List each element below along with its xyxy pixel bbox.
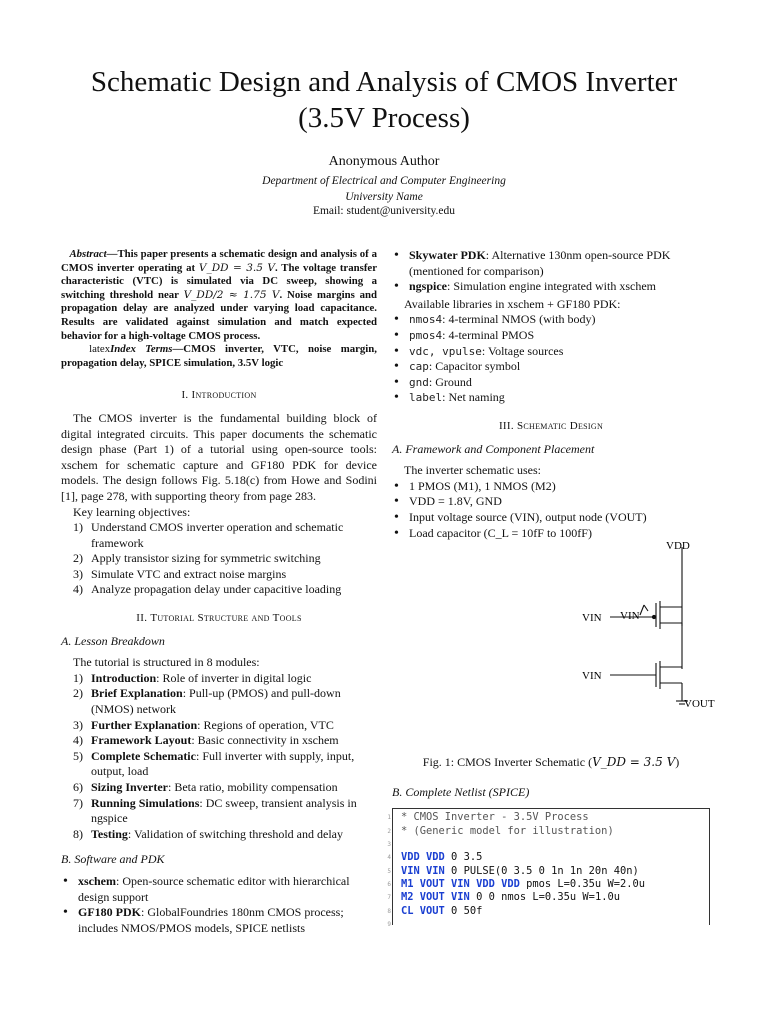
affiliation [0, 173, 768, 205]
list-item [392, 390, 710, 406]
subsection-software-pdk: B. Software and PDK [61, 852, 165, 867]
list-item [392, 279, 710, 295]
code-text: 0 PULSE(0 3.5 0 1n 1n 20n 40n) [444, 864, 639, 877]
modules-intro: The tutorial is structured in 8 modules: [73, 655, 260, 670]
item-text: : Beta ratio, mobility compensation [168, 780, 338, 794]
vin-label-gate: VIN [620, 610, 640, 623]
item-text: : Capacitor symbol [428, 359, 521, 374]
section-title: Introduction [191, 389, 257, 402]
code-text: pmos L=0.35u W=2.0u [519, 877, 645, 890]
list-item [61, 796, 377, 827]
item-bold: Testing [91, 826, 128, 841]
line-number: 3 [387, 841, 391, 849]
abstract-label: Abstract [69, 248, 107, 260]
list-item: • Input voltage source (VIN), output node (VOUT) [392, 510, 710, 526]
item-number: 6) [73, 780, 83, 794]
list-item [61, 749, 377, 780]
vout-label: VOUT [684, 698, 715, 711]
item-text: : Full inverter with supply, input, output, load [91, 748, 355, 779]
item-number: 4) [73, 582, 83, 597]
item-text: : Simulation engine integrated with xschem [447, 279, 656, 294]
code-text: 0 50f [444, 904, 483, 917]
list-item [61, 718, 377, 734]
section-heading-schematic-design [392, 419, 710, 435]
inverter-schematic-diagram [392, 531, 715, 731]
modules-list [61, 671, 377, 843]
item-bold: Framework Layout [91, 733, 192, 748]
line-number: 8 [387, 907, 391, 915]
section-title: Tutorial Structure and Tools [150, 612, 302, 625]
item-text: : Basic connectivity in xschem [191, 733, 339, 748]
objectives-intro: Key learning objectives: [73, 504, 191, 519]
list-item [392, 248, 710, 279]
vdd-label: VDD [666, 540, 690, 553]
list-item [61, 733, 377, 749]
abstract-text-3: . Noise margins and propagation delay are analyzed under varying load capacitance. Results are validated against simulation and match expected behavior for a high-voltage CMOS process. [61, 288, 377, 342]
item-text: : 4-terminal PMOS [442, 327, 535, 342]
item-number: 2) [73, 686, 83, 701]
list-item [61, 582, 377, 598]
item-text: Apply transistor sizing for symmetric switching [91, 551, 321, 566]
code-keyword: M2 VOUT VIN [401, 891, 470, 904]
item-code: pmos4 [409, 328, 443, 342]
section-heading-introduction [61, 388, 377, 404]
section-number: III. [498, 419, 514, 432]
item-text: : Validation of switching threshold and delay [127, 826, 343, 841]
item-text: : Alternative 130nm open-source PDK (mentioned for comparison) [409, 248, 671, 278]
intro-paragraph: The CMOS inverter is the fundamental building block of digital integrated circuits. This paper documents the schematic design phase (Part 1) of a tutorial using open-source tools: xschem for schematic capture and GF180 PDK for device models. The design follows Fig. 5.18(c) from Howe and Sodini [1], page 278, with supporting theory from page 283. [61, 410, 377, 503]
list-item [61, 905, 377, 936]
list-item [61, 520, 377, 551]
line-number: 2 [387, 827, 391, 835]
code-keyword: CL VOUT [401, 904, 445, 917]
list-item [61, 686, 377, 717]
right-column [387, 248, 715, 929]
item-number: 4) [73, 733, 83, 748]
code-line [387, 918, 703, 931]
list-item [61, 671, 377, 687]
list-item [61, 551, 377, 567]
section-number: I. [181, 389, 189, 402]
item-text: : Role of inverter in digital logic [156, 670, 312, 685]
list-item: • Load capacitor (C_L = 10fF to 100fF) [392, 526, 710, 542]
item-code: nmos4 [409, 313, 443, 327]
title-line-1: Schematic Design and Analysis of CMOS Inverter [90, 66, 678, 98]
index-terms-text: —CMOS inverter, VTC, noise margin, propagation delay, SPICE simulation, 3.5V logic [61, 343, 377, 369]
item-bold: Running Simulations [91, 795, 200, 810]
item-text: : 4-terminal NMOS (with body) [442, 312, 596, 327]
left-column [61, 248, 377, 936]
author-name: Anonymous Author [328, 154, 440, 169]
subsection-netlist: B. Complete Netlist (SPICE) [392, 784, 530, 799]
item-bold: GF180 PDK [78, 905, 141, 920]
affiliation-department: Department of Electrical and Computer Engineering [262, 175, 506, 187]
list-item [61, 874, 377, 905]
subsection-framework: A. Framework and Component Placement [392, 441, 595, 456]
item-bold: xschem [78, 873, 116, 888]
line-number: 6 [387, 880, 391, 888]
item-bold: Introduction [91, 670, 157, 685]
item-text: Simulate VTC and extract noise margins [91, 566, 287, 581]
author-email: Email: student@university.edu [312, 205, 456, 217]
line-number: 7 [387, 894, 391, 902]
item-text: : DC sweep, transient analysis in ngspice [91, 795, 357, 826]
abstract-math-1: V_DD = 3.5 V [198, 261, 275, 274]
index-terms-label: Index Terms [110, 343, 173, 356]
libs-intro: Available libraries in xschem + GF180 PDK: [404, 296, 621, 311]
subsection-lesson-breakdown: A. Lesson Breakdown [61, 633, 165, 648]
vin-label-bottom: VIN [582, 670, 602, 683]
list-item: • 1 PMOS (M1), 1 NMOS (M2) [392, 479, 710, 495]
libs-list [392, 312, 710, 406]
abstract-text-1: —This paper presents a schematic design and analysis of a CMOS inverter operating at [61, 248, 377, 274]
objectives-list [61, 520, 377, 598]
list-item [392, 375, 710, 391]
abstract [61, 248, 377, 370]
tools-list-continued [392, 248, 710, 295]
list-item [392, 312, 710, 328]
line-number: 5 [387, 867, 391, 875]
line-number: 1 [387, 814, 391, 822]
code-line [387, 877, 703, 891]
code-line [387, 838, 703, 851]
index-prefix: latex [89, 343, 111, 356]
code-keyword: VDD VDD [401, 851, 445, 864]
code-line [387, 811, 703, 824]
abstract-text-2: . The voltage transfer characteristic (VTC) is simulated via DC sweep, showing a switching threshold near [61, 261, 377, 301]
item-number: 7) [73, 795, 83, 810]
index-terms [61, 343, 377, 370]
code-line [387, 891, 703, 904]
section-number: II. [136, 612, 148, 625]
item-bold: Complete Schematic [91, 748, 196, 763]
code-keyword: M1 VOUT VIN VDD VDD [401, 877, 520, 890]
inverter-schematic-figure [392, 540, 715, 751]
item-number: 3) [73, 566, 83, 581]
item-text: : Open-source schematic editor with hierarchical design support [78, 873, 350, 904]
item-text: : Ground [428, 374, 472, 389]
code-text: 0 0 nmos L=0.35u W=1.0u [469, 891, 620, 904]
item-text: : Net naming [442, 390, 505, 405]
item-number: 1) [73, 670, 83, 685]
code-line [387, 851, 703, 864]
item-number: 3) [73, 717, 83, 732]
list-item: • VDD = 1.8V, GND [392, 494, 710, 510]
list-item [61, 780, 377, 796]
code-line [387, 864, 703, 878]
netlist-code-block [387, 808, 710, 929]
abstract-math-2: V_DD/2 ≈ 1.75 V [183, 288, 280, 301]
item-text: : Pull-up (PMOS) and pull-down (NMOS) network [91, 686, 341, 717]
item-text: : Regions of operation, VTC [197, 717, 334, 732]
item-bold: Further Explanation [91, 717, 198, 732]
list-item [392, 359, 710, 375]
item-code: cap [409, 360, 429, 374]
title-line-2: (3.5V Process) [298, 102, 470, 134]
code-line [387, 904, 703, 918]
item-text: : Voltage sources [481, 343, 564, 358]
item-text: Analyze propagation delay under capacitive loading [91, 582, 342, 597]
item-bold: Sizing Inverter [91, 780, 168, 794]
item-code: label [409, 391, 443, 405]
item-number: 2) [73, 551, 83, 566]
schematic-intro: The inverter schematic uses: [404, 463, 541, 478]
list-item [392, 328, 710, 344]
paper-title [40, 64, 728, 136]
item-text: : GlobalFoundries 180nm CMOS process; includes NMOS/PMOS models, SPICE netlists [78, 905, 344, 935]
caption-math: V_DD = 3.5 V [592, 755, 676, 770]
item-bold: Brief Explanation [91, 686, 183, 701]
code-text: 0 3.5 [444, 851, 483, 864]
item-code: vdc, vpulse [409, 344, 482, 358]
vin-label-top: VIN [582, 612, 602, 625]
affiliation-university: University Name [345, 191, 423, 203]
line-number: 9 [387, 921, 391, 929]
list-item [61, 827, 377, 843]
item-number: 8) [73, 826, 83, 841]
caption-text: Fig. 1: CMOS Inverter Schematic ( [422, 755, 593, 770]
item-bold: ngspice [409, 279, 448, 294]
list-item [61, 567, 377, 583]
section-heading-tutorial-structure [61, 611, 377, 627]
list-item [392, 344, 710, 360]
code-line [387, 824, 703, 838]
line-number: 4 [387, 854, 391, 862]
tools-list [61, 874, 377, 936]
figure-caption: Fig. 1: CMOS Inverter Schematic (V_DD = 3.5 V) [422, 755, 680, 770]
item-text: Understand CMOS inverter operation and schematic framework [91, 520, 344, 550]
item-number: 5) [73, 748, 83, 763]
item-code: gnd [409, 375, 429, 389]
code-comment: * (Generic model for illustration) [401, 824, 614, 837]
section-title: Schematic Design [516, 419, 604, 432]
item-bold: Skywater PDK [409, 248, 486, 262]
code-comment: * CMOS Inverter - 3.5V Process [401, 811, 589, 824]
code-keyword: VIN VIN [401, 864, 445, 877]
item-number: 1) [73, 520, 83, 535]
